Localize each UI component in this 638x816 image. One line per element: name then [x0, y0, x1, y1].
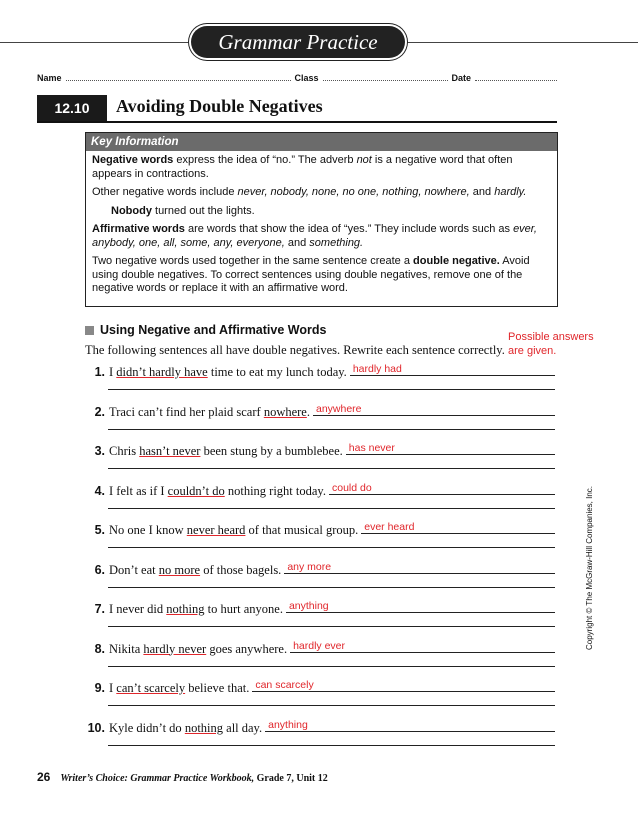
item-text-pre: Traci can’t find her plaid scarf	[109, 404, 264, 419]
grade-unit: Grade 7, Unit 12	[254, 773, 328, 784]
date-label: Date	[451, 73, 472, 83]
note-line: Possible answers	[508, 331, 594, 343]
item-text	[109, 523, 358, 538]
example-words: ever, anybody, one, all, some, any, everyone,	[92, 223, 537, 249]
exercise-item	[85, 442, 555, 482]
exercise-item	[85, 363, 555, 403]
item-text	[109, 444, 343, 459]
item-text-pre: Nikita	[109, 641, 144, 656]
answer-line[interactable]	[346, 442, 555, 455]
answer-line[interactable]	[265, 719, 555, 732]
instructions: The following sentences all have double negatives. Rewrite each sentence correctly.	[85, 343, 505, 357]
square-bullet-icon	[85, 326, 94, 335]
term-double-negative: double negative.	[413, 255, 500, 267]
exercise-item	[85, 719, 555, 759]
double-negative-phrase: hasn’t never	[139, 444, 201, 458]
exercise-heading	[85, 323, 326, 337]
answer-text: hardly had	[352, 363, 402, 375]
answer-line-2[interactable]	[108, 389, 555, 390]
page-banner: Grammar Practice	[191, 26, 405, 58]
answer-line-2[interactable]	[108, 587, 555, 588]
exercise-item	[85, 403, 555, 443]
item-number: 10.	[87, 720, 105, 735]
answer-text: has never	[348, 442, 395, 454]
item-text-pre: I	[109, 681, 117, 695]
item-number: 8.	[94, 641, 105, 656]
item-text-post: nothing right today.	[224, 483, 326, 498]
note-line: are given.	[508, 345, 557, 357]
text: express the idea of “no.” The adverb	[173, 154, 357, 166]
answer-line[interactable]	[286, 600, 555, 613]
answer-text: can scarcely	[255, 679, 314, 691]
item-text-pre: I never did	[109, 602, 167, 616]
item-text	[109, 405, 310, 420]
section-number: 12.10	[37, 95, 107, 121]
example-bold: Nobody	[111, 204, 152, 217]
answer-line-2[interactable]	[108, 508, 555, 509]
item-text-pre: I felt as if I	[109, 483, 168, 498]
exercise-item	[85, 640, 555, 680]
answer-text: anything	[268, 718, 308, 731]
double-negative-phrase: nowhere	[263, 404, 307, 419]
term-negative-words: Negative words	[92, 154, 174, 166]
item-number: 5.	[94, 523, 105, 537]
key-paragraph-1	[92, 154, 552, 181]
term-affirmative-words: Affirmative words	[92, 223, 185, 235]
class-field[interactable]	[323, 72, 448, 81]
answer-line[interactable]	[329, 482, 555, 495]
key-information-box	[85, 132, 558, 307]
item-text	[109, 484, 326, 499]
item-text-post: all day.	[223, 720, 263, 735]
answer-text: hardly ever	[293, 639, 346, 652]
text: are words that show the idea of “yes.” They include words such as	[184, 223, 514, 235]
exercise-item	[85, 482, 555, 522]
double-negative-phrase: couldn’t do	[167, 483, 225, 498]
text: Other negative words include	[92, 186, 238, 198]
answer-line[interactable]	[361, 521, 555, 534]
key-example	[92, 205, 552, 219]
answer-line-2[interactable]	[108, 666, 555, 667]
example-words: never, nobody, none, no one, nothing, nowhere,	[237, 186, 470, 198]
item-number: 2.	[94, 404, 105, 419]
key-paragraph-3	[92, 223, 552, 250]
item-number: 3.	[94, 444, 105, 458]
item-number: 6.	[94, 562, 105, 577]
key-information-heading: Key Information	[86, 133, 557, 151]
exercise-heading-text: Using Negative and Affirmative Words	[100, 323, 327, 337]
exercise-item	[85, 561, 555, 601]
text: Two negative words used together in the same sentence create a	[92, 255, 414, 267]
answer-line[interactable]	[290, 640, 555, 653]
class-label: Class	[294, 73, 319, 83]
item-text-post: time to eat my lunch today.	[207, 365, 347, 379]
answer-text: any more	[287, 560, 332, 573]
copyright-notice: Copyright © The McGraw-Hill Companies, Inc.	[585, 485, 594, 650]
item-number: 7.	[94, 602, 105, 616]
double-negative-phrase: hardly never	[143, 641, 207, 656]
item-text	[109, 642, 287, 657]
item-text-pre: No one I know	[109, 523, 187, 537]
item-text-post: believe that.	[185, 681, 250, 695]
double-negative-phrase: nothing	[184, 720, 224, 735]
text: turned out the lights.	[151, 204, 255, 217]
item-text	[109, 681, 249, 696]
section-title: Avoiding Double Negatives	[116, 96, 323, 116]
answer-line[interactable]	[313, 403, 555, 416]
answer-line-2[interactable]	[108, 429, 555, 430]
page-number: 26	[37, 770, 51, 784]
exercise-item	[85, 521, 555, 561]
item-text-pre: Don’t eat	[109, 562, 159, 577]
text: Avoid using double negatives. To correct sentences using double negatives, remove one of the negative words or replace it with an affirmative word.	[92, 255, 530, 294]
item-text	[109, 563, 281, 578]
answer-line-2[interactable]	[108, 468, 555, 469]
item-text	[109, 721, 262, 736]
text: and	[284, 236, 310, 249]
exercise-item	[85, 600, 555, 640]
answer-line-2[interactable]	[108, 745, 555, 746]
item-number: 4.	[94, 483, 105, 498]
text: is a negative word that often appears in contractions.	[92, 154, 513, 180]
date-field[interactable]	[475, 72, 557, 81]
item-text	[109, 602, 283, 617]
possible-answers-note	[508, 330, 594, 358]
item-text-pre: Chris	[109, 444, 140, 458]
double-negative-phrase: no more	[158, 562, 201, 577]
item-text-post: of that musical group.	[245, 523, 359, 537]
double-negative-phrase: can’t scarcely	[116, 681, 186, 695]
answer-text: could do	[331, 481, 372, 494]
item-text-post: been stung by a bumblebee.	[200, 444, 343, 458]
item-text-post: goes anywhere.	[206, 641, 288, 656]
item-text-post: .	[306, 404, 310, 419]
book-title: Writer’s Choice: Grammar Practice Workbook,	[60, 773, 255, 784]
example-word: hardly.	[494, 186, 527, 198]
item-text	[109, 365, 347, 380]
name-field[interactable]	[66, 72, 291, 81]
item-number: 9.	[94, 681, 105, 695]
text: and	[469, 186, 495, 198]
answer-line[interactable]	[350, 363, 555, 376]
example-word: not	[356, 154, 372, 166]
answer-line[interactable]	[252, 679, 555, 692]
item-text-post: to hurt anyone.	[204, 602, 283, 616]
exercise-item	[85, 679, 555, 719]
key-paragraph-2	[92, 186, 552, 200]
answer-text: ever heard	[364, 521, 415, 533]
answer-text: anywhere	[315, 402, 362, 415]
key-paragraph-4	[92, 255, 552, 296]
item-text-pre: I	[109, 365, 117, 379]
item-number: 1.	[94, 365, 105, 379]
section-rule	[37, 121, 557, 123]
double-negative-phrase: didn’t hardly have	[116, 365, 208, 379]
page-footer	[37, 770, 328, 784]
double-negative-phrase: never heard	[186, 523, 246, 537]
answer-line-2[interactable]	[108, 626, 555, 627]
name-label: Name	[37, 73, 62, 83]
item-text-pre: Kyle didn’t do	[109, 720, 185, 735]
answer-line-2[interactable]	[108, 547, 555, 548]
double-negative-phrase: nothing	[166, 602, 205, 616]
answer-text: anything	[288, 600, 329, 612]
answer-line-2[interactable]	[108, 705, 555, 706]
item-text-post: of those bagels.	[200, 562, 282, 577]
example-word: something.	[309, 236, 364, 249]
student-info-row	[37, 72, 564, 83]
answer-line[interactable]	[284, 561, 555, 574]
